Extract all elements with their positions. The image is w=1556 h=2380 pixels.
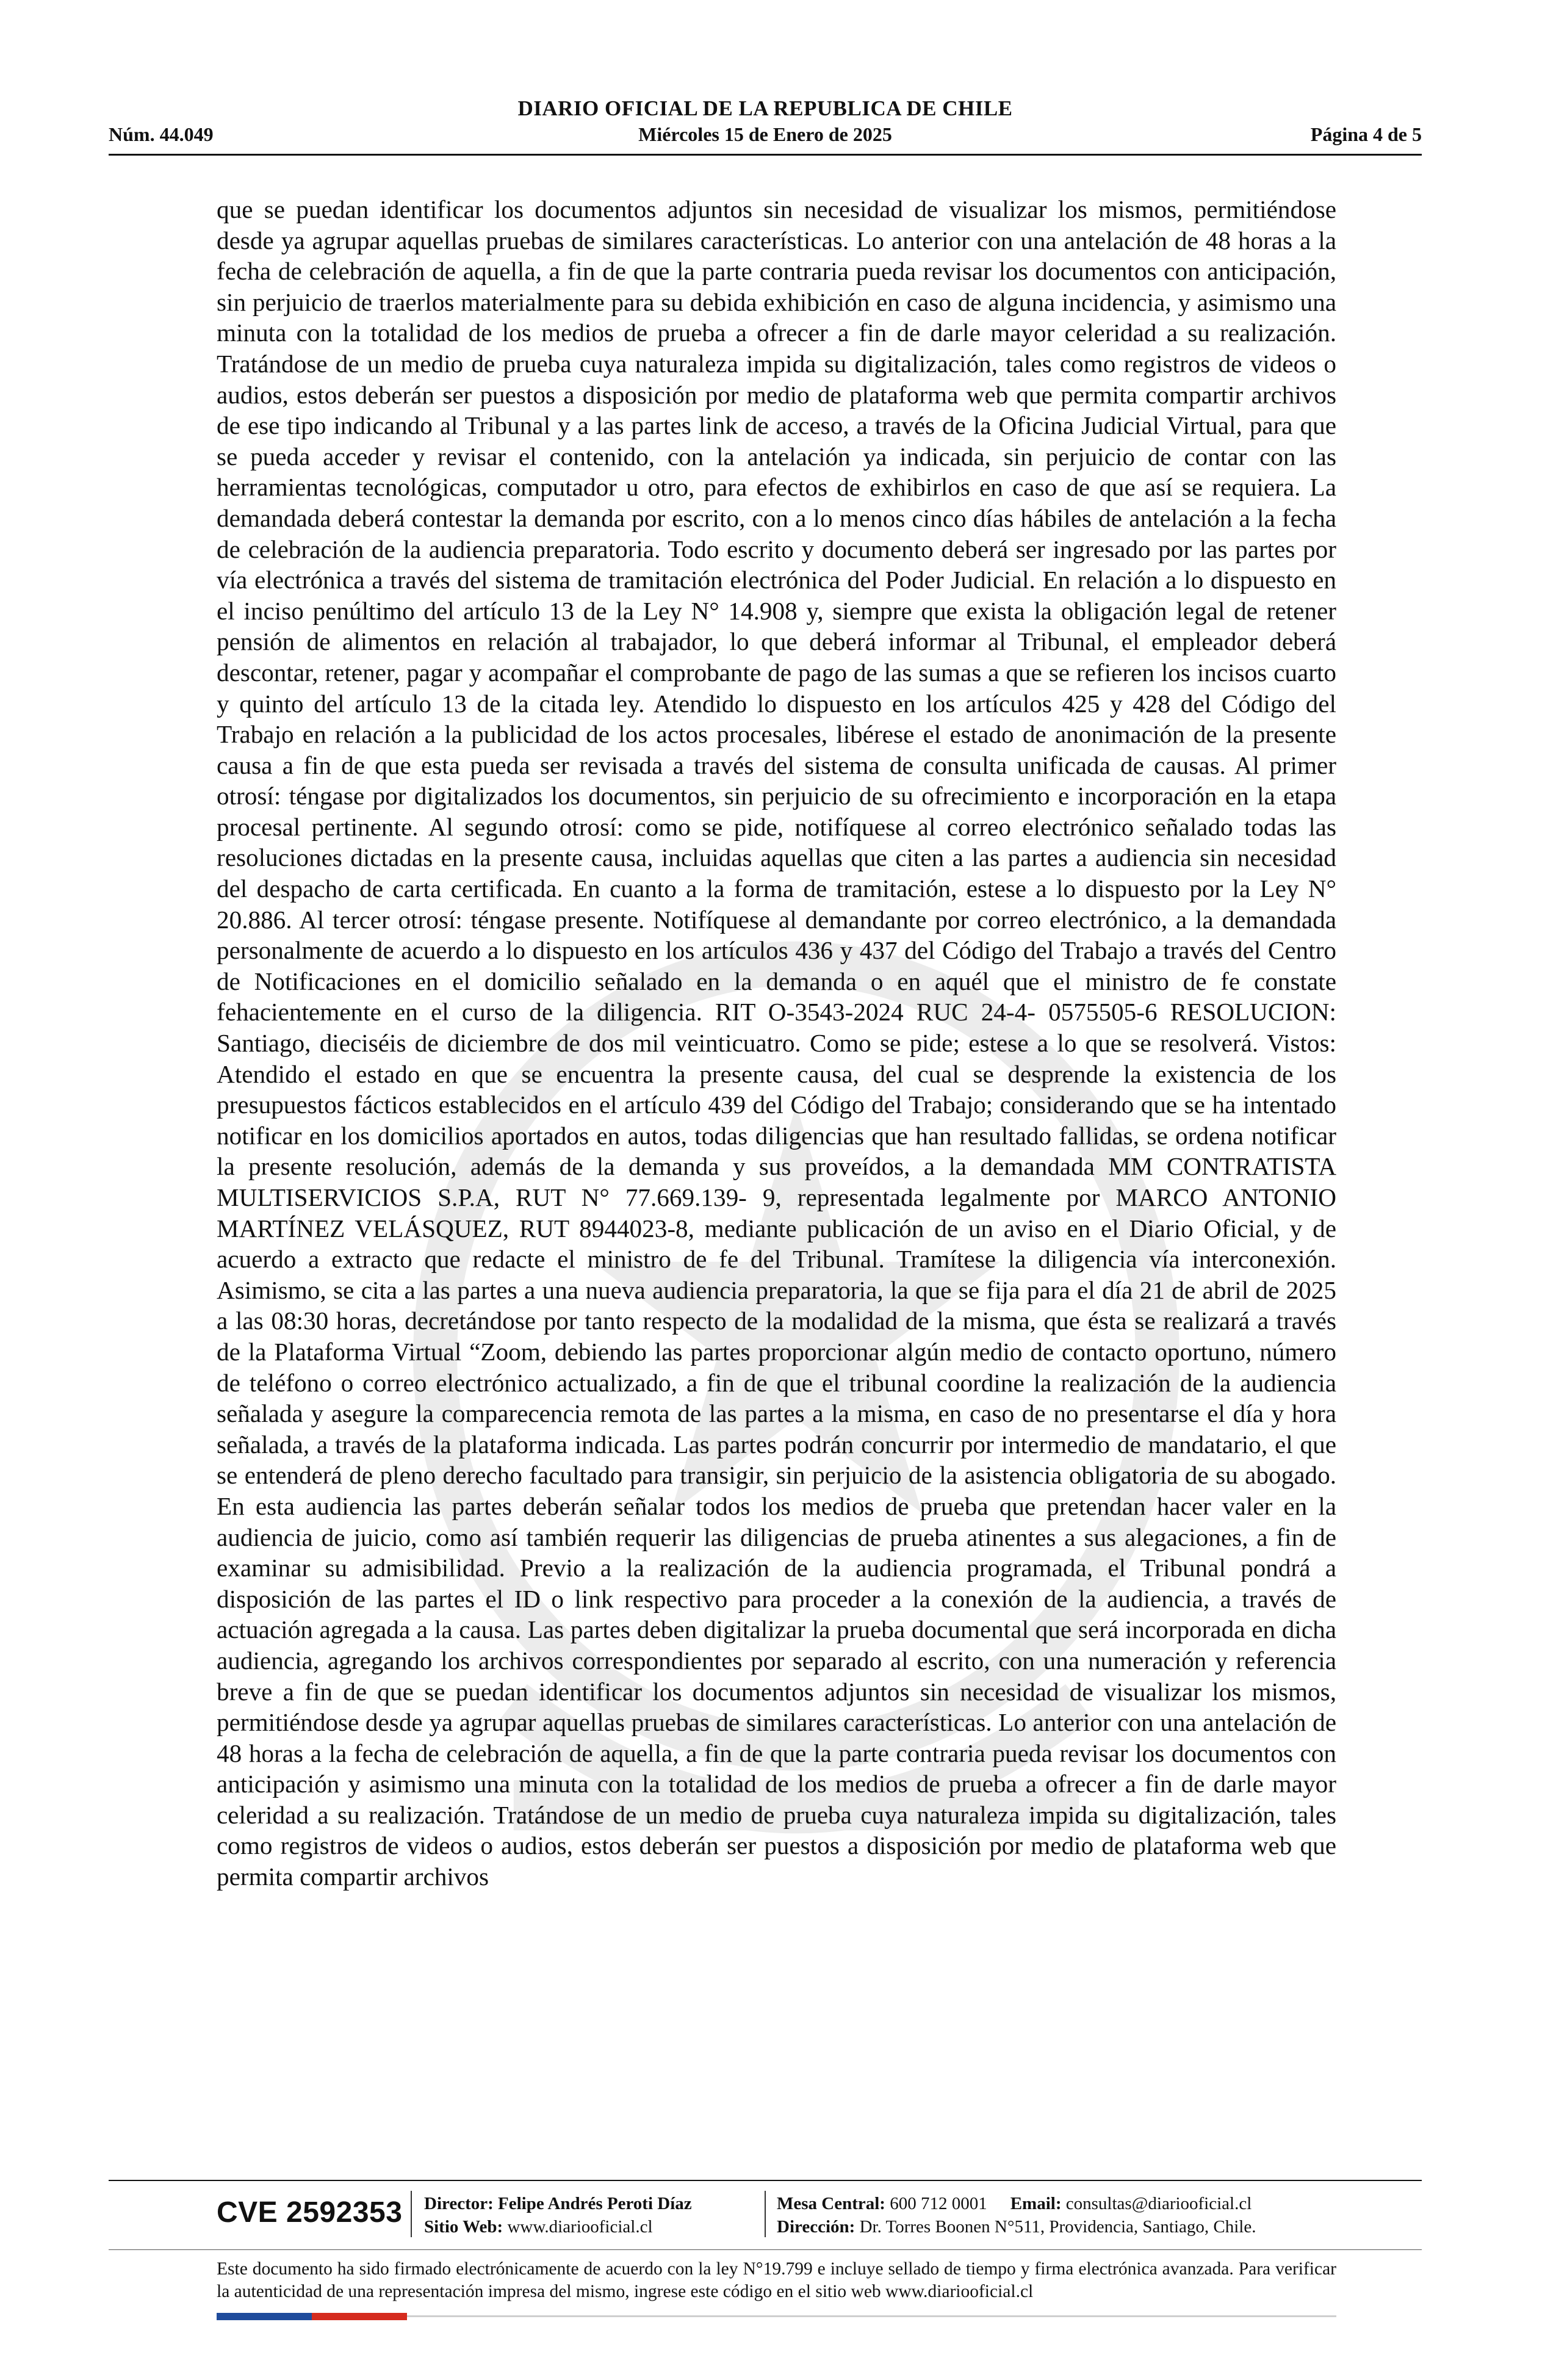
page-header: [109, 92, 1422, 156]
flag-stripe: [217, 2313, 407, 2320]
contact-block: [777, 2192, 1256, 2238]
flag-stripe-rule: [407, 2315, 1336, 2317]
cve-code: CVE 2592353: [217, 2196, 403, 2229]
legal-notice: Este documento ha sido firmado electrónicamente de acuerdo con la ley N°19.799 e incluye sellado de tiempo y firma electrónica avanzada. Para verificar la autenticidad de una representación impresa del mismo, ingrese este código en el sitio web www.diariooficial.cl: [217, 2259, 1336, 2301]
site-link[interactable]: www.diariooficial.cl: [507, 2217, 653, 2237]
email-link[interactable]: consultas@diariooficial.cl: [1065, 2194, 1252, 2213]
director-name: Felipe Andrés Peroti Díaz: [498, 2194, 692, 2213]
issue-number: Núm. 44.049: [109, 123, 214, 145]
footer-separator: [411, 2191, 412, 2237]
email-label: Email:: [1010, 2194, 1062, 2213]
director-label: Director:: [424, 2194, 494, 2213]
footer-divider: [109, 2180, 1422, 2181]
site-label: Sitio Web:: [424, 2217, 503, 2237]
site-line: [424, 2215, 692, 2238]
director-line: [424, 2192, 692, 2215]
address-label: Dirección:: [777, 2217, 855, 2237]
address-value: Dr. Torres Boonen N°511, Providencia, Santiago, Chile.: [859, 2217, 1256, 2237]
footer-thin-divider: [109, 2249, 1422, 2250]
footer-info: [217, 2185, 1336, 2243]
address-line: [777, 2215, 1256, 2238]
flag-red-segment: [312, 2313, 407, 2320]
journal-title: DIARIO OFICIAL DE LA REPUBLICA DE CHILE: [517, 96, 1013, 120]
page-number: Página 4 de 5: [1310, 123, 1422, 145]
director-block: [424, 2192, 692, 2238]
mesa-label: Mesa Central:: [777, 2194, 885, 2213]
issue-date: Miércoles 15 de Enero de 2025: [638, 123, 892, 145]
contact-line: [777, 2192, 1256, 2215]
flag-blue-segment: [217, 2313, 312, 2320]
mesa-phone: 600 712 0001: [890, 2194, 987, 2213]
footer-separator: [765, 2191, 766, 2237]
header-divider: [109, 154, 1422, 156]
body-paragraph: que se puedan identificar los documentos adjuntos sin necesidad de visualizar los mismos, permitiéndose desde ya agrupar aquellas pruebas de similares características. Lo anterior con una antelación de 48 horas a la fecha de celebración de aquella, a fin de que la parte contraria pueda revisar los documentos con anticipación, sin perjuicio de traerlos materialmente para su debida exhibición en caso de alguna incidencia, y asimismo una minuta con la totalidad de los medios de prueba a ofrecer a fin de darle mayor celeridad a su realización. Tratándose de un medio de prueba cuya naturaleza impida su digitalización, tales como registros de videos o audios, estos deberán ser puestos a disposición por medio de plataforma web que permita compartir archivos de ese tipo indicando al Tribunal y a las partes link de acceso, a través de la Oficina Judicial Virtual, para que se pueda acceder y revisar el contenido, con la antelación ya indicada, sin perjuicio de contar con las herramientas tecnológicas, computador u otro, para efectos de exhibirlos en caso de que así se requiera. La demandada deberá contestar la demanda por escrito, con a lo menos cinco días hábiles de antelación a la fecha de celebración de la audiencia preparatoria. Todo escrito y documento deberá ser ingresado por las partes por vía electrónica a través del sistema de tramitación electrónica del Poder Judicial. En relación a lo dispuesto en el inciso penúltimo del artículo 13 de la Ley N° 14.908 y, siempre que exista la obligación legal de retener pensión de alimentos en relación al trabajador, lo que deberá informar al Tribunal, el empleador deberá descontar, retener, pagar y acompañar el comprobante de pago de las sumas a que se refieren los incisos cuarto y quinto del artículo 13 de la citada ley. Atendido lo dispuesto en los artículos 425 y 428 del Código del Trabajo en relación a la publicidad de los actos procesales, libérese el estado de anonimación de la presente causa a fin de que esta pueda ser revisada a través del sistema de consulta unificada de causas. Al primer otrosí: téngase por digitalizados los documentos, sin perjuicio de su ofrecimiento e incorporación en la etapa procesal pertinente. Al segundo otrosí: como se pide, notifíquese al correo electrónico señalado todas las resoluciones dictadas en la presente causa, incluidas aquellas que citen a las partes a audiencia sin necesidad del despacho de carta certificada. En cuanto a la forma de tramitación, estese a lo dispuesto por la Ley N° 20.886. Al tercer otrosí: téngase presente. Notifíquese al demandante por correo electrónico, a la demandada personalmente de acuerdo a lo dispuesto en los artículos 436 y 437 del Código del Trabajo a través del Centro de Notificaciones en el domicilio señalado en la demanda o en aquél que el ministro de fe constate fehacientemente en el curso de la diligencia. RIT O-3543-2024 RUC 24-4- 0575505-6 RESOLUCION: Santiago, dieciséis de diciembre de dos mil veinticuatro. Como se pide; estese a lo que se resolverá. Vistos: Atendido el estado en que se encuentra la presente causa, del cual se desprende la existencia de los presupuestos fácticos establecidos en el artículo 439 del Código del Trabajo; considerando que se ha intentado notificar en los domicilios aportados en autos, todas diligencias que han resultado fallidas, se ordena notificar la presente resolución, además de la demanda y sus proveídos, a la demandada MM CONTRATISTA MULTISERVICIOS S.P.A, RUT N° 77.669.139- 9, representada legalmente por MARCO ANTONIO MARTÍNEZ VELÁSQUEZ, RUT 8944023-8, mediante publicación de un aviso en el Diario Oficial, y de acuerdo a extracto que redacte el ministro de fe del Tribunal. Tramítese la diligencia vía interconexión. Asimismo, se cita a las partes a una nueva audiencia preparatoria, la que se fija para el día 21 de abril de 2025 a las 08:30 horas, decretándose por tanto respecto de la modalidad de la misma, que ésta se realizará a través de la Plataforma Virtual “Zoom, debiendo las partes proporcionar algún medio de contacto oportuno, número de teléfono o correo electrónico actualizado, a fin de que el tribunal coordine la realización de la audiencia señalada y asegure la comparecencia remota de las partes a la misma, en caso de no presentarse el día y hora señalada, a través de la plataforma indicada. Las partes podrán concurrir por intermedio de mandatario, el que se entenderá de pleno derecho facultado para transigir, sin perjuicio de la asistencia obligatoria de su abogado. En esta audiencia las partes deberán señalar todos los medios de prueba que pretendan hacer valer en la audiencia de juicio, como así también requerir las diligencias de prueba atinentes a sus alegaciones, a fin de examinar su admisibilidad. Previo a la realización de la audiencia programada, el Tribunal pondrá a disposición de las partes el ID o link respectivo para proceder a la conexión de la audiencia, a través de actuación agregada a la causa. Las partes deben digitalizar la prueba documental que será incorporada en dicha audiencia, agregando los archivos correspondientes por separado al escrito, con una numeración y referencia breve a fin de que se puedan identificar los documentos adjuntos sin necesidad de visualizar los mismos, permitiéndose desde ya agrupar aquellas pruebas de similares características. Lo anterior con una antelación de 48 horas a la fecha de celebración de aquella, a fin de que la parte contraria pueda revisar los documentos con anticipación y asimismo una minuta con la totalidad de los medios de prueba a ofrecer a fin de darle mayor celeridad a su realización. Tratándose de un medio de prueba cuya naturaleza impida su digitalización, tales como registros de videos o audios, estos deberán ser puestos a disposición por medio de plataforma web que permita compartir archivos: [217, 195, 1336, 1891]
